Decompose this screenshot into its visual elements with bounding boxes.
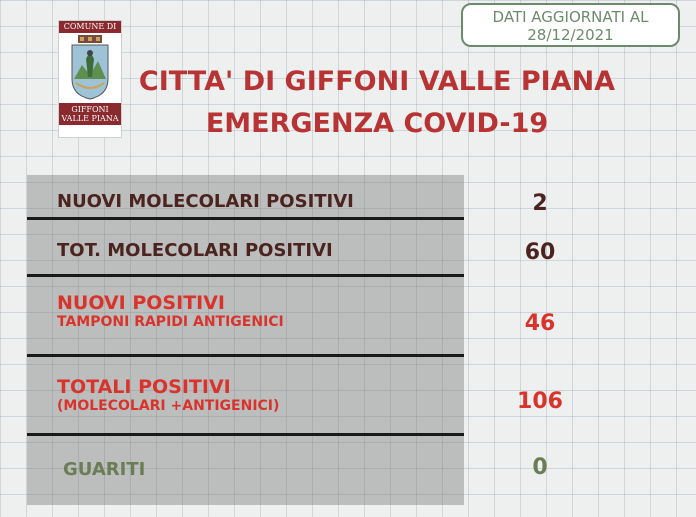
stats-panel: [27, 175, 464, 505]
row-new-molecular-label: NUOVI MOLECOLARI POSITIVI: [57, 191, 354, 212]
row-total-positive-subtitle: (MOLECOLARI +ANTIGENICI): [57, 398, 280, 414]
update-date: 28/12/2021: [527, 26, 614, 44]
crest-bottom-label: [59, 103, 121, 125]
row-total-positive-value: 106: [517, 389, 563, 414]
row-new-positive-title: NUOVI POSITIVI: [57, 292, 225, 314]
crest-bottom-line2: VALLE PIANA: [61, 114, 119, 123]
row-total-positive-title: TOTALI POSITIVI: [57, 376, 231, 398]
row-total-molecular-value: 60: [524, 240, 556, 265]
row-new-molecular-value: 2: [532, 191, 548, 216]
row-divider: [27, 274, 464, 277]
crest-emblem-icon: [68, 35, 112, 101]
page-subtitle: EMERGENZA COVID-19: [205, 108, 549, 139]
row-divider: [27, 354, 464, 357]
row-new-positive-label: [57, 293, 284, 331]
crest-bottom-line1: GIFFONI: [71, 105, 109, 114]
row-total-positive-label: [57, 377, 279, 415]
row-total-molecular-label: TOT. MOLECOLARI POSITIVI: [57, 240, 333, 261]
update-date-box: [461, 3, 680, 47]
row-new-positive-value: 46: [524, 311, 556, 336]
row-recovered-label: GUARITI: [63, 459, 146, 480]
row-recovered-value: 0: [532, 455, 548, 480]
crest-top-label: COMUNE DI: [59, 21, 121, 33]
row-divider: [27, 217, 464, 220]
update-label: DATI AGGIORNATI AL: [492, 8, 649, 26]
page-title: CITTA' DI GIFFONI VALLE PIANA: [138, 66, 616, 97]
row-new-positive-subtitle: TAMPONI RAPIDI ANTIGENICI: [57, 314, 284, 330]
municipality-crest-logo: [58, 20, 122, 138]
row-divider: [27, 433, 464, 436]
